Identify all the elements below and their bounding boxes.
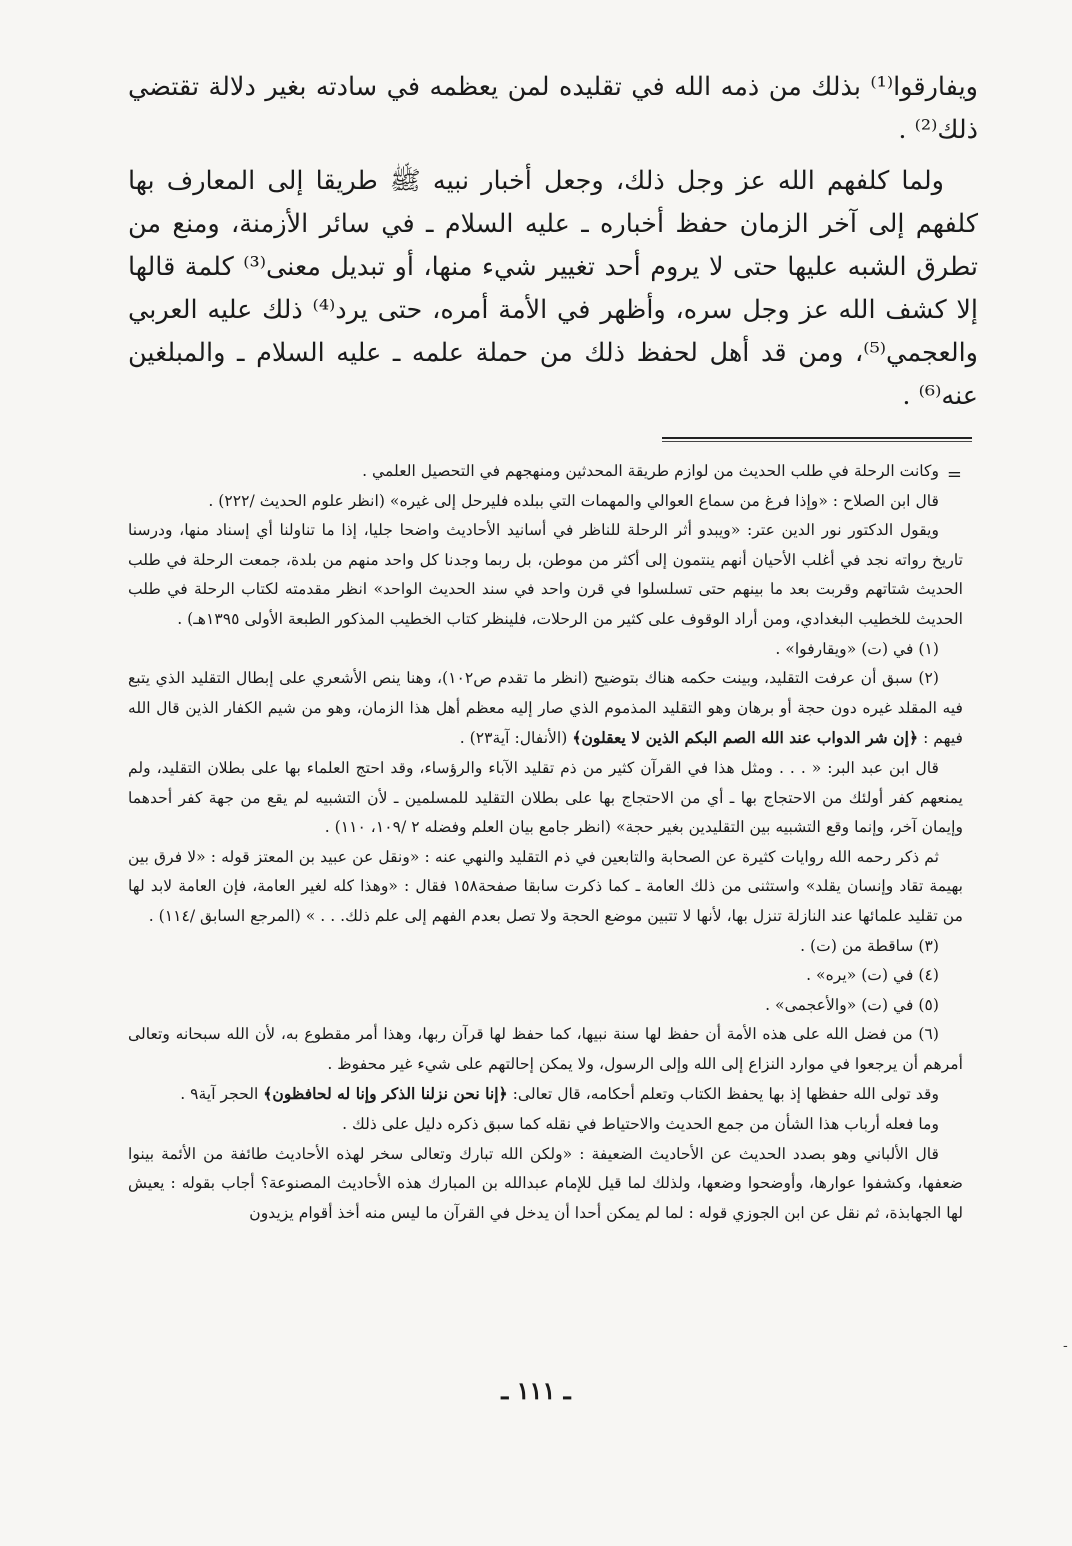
- page-number: ـ ١١١ ـ: [501, 1376, 571, 1405]
- footnote-continued-c: ويقول الدكتور نور الدين عتر: «ويبدو أثر الرحلة للناظر في أسانيد الأحاديث واضحا جليا، إذا ما تناولنا أي إسناد منها، ودرسنا تاريخ رواته نجد في أغلب الأحيان أنهم ينتمون إلى أكثر من موطن، بل ربما وجدنا كل واحد منهم من بلدة، جمعت الرحلة في طلب الحديث شتاتهم وقربت بعد ما بينهم حتى تسلسلوا في قرن واحد في سند الحديث الواحد» انظر مقدمته لكتاب الرحلة في طلب الحديث للخطيب البغدادي، ومن أراد الوقوف على كثير من الرحلات، فلينظر كتاب الخطيب المذكور الطبعة الأولى ١٣٩٥هـ) .: [128, 521, 963, 628]
- footnote-6-more: وما فعله أرباب هذا الشأن من جمع الحديث والاحتياط في نقله كما سبق ذكره دليل على ذلك .: [342, 1115, 939, 1134]
- footnotes: [128, 457, 963, 1228]
- footnote-5: (٥) في (ت) «والأعجمى» .: [765, 995, 939, 1014]
- footnote-1: (١) في (ت) «ويقارفوا» .: [775, 639, 939, 658]
- footnote-2-quran: ﴿إن شر الدواب عند الله الصم البكم الذين لا يعقلون﴾: [572, 728, 919, 748]
- main-paragraph-1: ويفارقوا⁽¹⁾ بذلك من ذمه الله في تقليده لمن يعظمه في سادته بغير دلالة تقتضي ذلك⁽²⁾ .: [128, 72, 978, 145]
- footnote-3: (٣) ساقطة من (ت) .: [800, 936, 939, 955]
- continuation-dash: -: [1063, 1338, 1068, 1354]
- footnote-6-text: وقد تولى الله حفظها إذ بها يحفظ الكتاب وتعلم أحكامه، قال تعالى:: [512, 1085, 939, 1104]
- footnote-separator: [662, 437, 972, 439]
- footnote-2-ref: (الأنفال: آية٢٣) .: [459, 729, 568, 748]
- footnote-2-quote: قال ابن عبد البر: « . . . ومثل هذا في القرآن كثير من ذم تقليد الآباء والرؤساء، وقد احتج العلماء بها على بطلان التقليد، ولم يمنعهم كفر أولئك من الاحتجاج بها ـ أي من الاحتجاج بها على بطلان التقليد للمسلمين ـ لأن التشبيه لم يقع من جهة كفر أحدهما وإيمان آخر، وإنما وقع التشبيه بين التقليدين بغير حجة» (انظر جامع بيان العلم وفضله ٢ /١٠٩، ١١٠) .: [128, 758, 963, 837]
- footnote-6-verse: [128, 1079, 963, 1110]
- footnote-separator-thin: [662, 441, 972, 442]
- footnote-2-text: (٢) سبق أن عرفت التقليد، وبينت حكمه هناك بتوضيح (انظر ما تقدم ص١٠٢)، وهنا ينص الأشعري على إبطال التقليد الذي يتبع فيه المقلد غيره دون حجة أو برهان وهو التقليد المذموم الذي صار إليه معظم أهل هذا الزمان، وهو من شيم الكفار الذين قال الله فيهم :: [128, 669, 963, 748]
- footnote-2-more: ثم ذكر رحمه الله روايات كثيرة عن الصحابة والتابعين في ذم التقليد والنهي عنه : «ونقل عن عبيد بن المعتز قوله : «لا فرق بين بهيمة تقاد وإنسان يقلد» واستثنى من ذلك العامة ـ كما ذكرت سابقا صفحة١٥٨ فقال : «وهذا كله لغير العامة، فإن العامة لابد لها من تقليد علمائها عند النازلة تنزل بها، لأنها لا تتبين موضع الحجة ولا تصل بعدم الفهم إلى علم ذلك. . . » (المرجع السابق /١١٤) .: [128, 847, 964, 925]
- footnote-6-albani: قال الألباني وهو بصدد الحديث عن الأحاديث الضعيفة : «ولكن الله تبارك وتعالى سخر لهذه الأحاديث طائفة من الأئمة بينوا ضعفها، وكشفوا عوارها، وأوضحوا وضعها، ولذلك لما قيل للإمام عبدالله بن المبارك هذه الأحاديث المصنوعة؟ أجاب بقوله : يعيش لها الجهابذة، ثم نقل عن ابن الجوزي قوله : لما لم يمكن أحدا أن يدخل في القرآن ما ليس منه أخذ أقوام يزيدون: [128, 1144, 963, 1222]
- continuation-mark: =: [946, 464, 962, 485]
- footnote-6-quran: ﴿إنا نحن نزلنا الذكر وإنا له لحافظون﴾: [263, 1084, 508, 1104]
- footnote-2: [128, 664, 963, 754]
- footnote-4: (٤) في (ت) «يره» .: [806, 966, 939, 985]
- footnote-continued-b: قال ابن الصلاح : «وإذا فرغ من سماع العوالي والمهمات التي ببلده فليرحل إلى غيره» (انظر علوم الحديث /٢٢٢) .: [208, 491, 939, 510]
- main-text: [128, 66, 978, 426]
- footnote-continued-a: وكانت الرحلة في طلب الحديث من لوازم طريقة المحدثين ومنهجهم في التحصيل العلمي .: [362, 462, 939, 480]
- main-paragraph-2: ولما كلفهم الله عز وجل ذلك، وجعل أخبار نبيه ﷺ طريقا إلى المعارف بها كلفهم إلى آخر الزمان حفظ أخباره ـ عليه السلام ـ في سائر الأزمنة، ومنع من تطرق الشبه عليها حتى لا يروم أحد تغيير شيء منها، أو تبديل معنى⁽³⁾ كلمة قالها إلا كشف الله عز وجل سره، وأظهر في الأمة أمره، حتى يرد⁽⁴⁾ ذلك عليه العربي والعجمي⁽⁵⁾، ومن قد أهل لحفظ ذلك من حملة علمه ـ عليه السلام ـ والمبلغين عنه⁽⁶⁾ .: [128, 166, 978, 411]
- footnote-6-ref: الحجر آية٩ .: [180, 1085, 259, 1104]
- footnote-6: (٦) من فضل الله على هذه الأمة أن حفظ لها سنة نبيها، كما حفظ لها قرآن ربها، وهذا أمر مقطوع به، لأن الله سبحانه وتعالى أمرهم أن يرجعوا في موارد النزاع إلى الله وإلى الرسول، ولا يمكن إحالتهم على شيء غير محفوظ .: [128, 1025, 963, 1073]
